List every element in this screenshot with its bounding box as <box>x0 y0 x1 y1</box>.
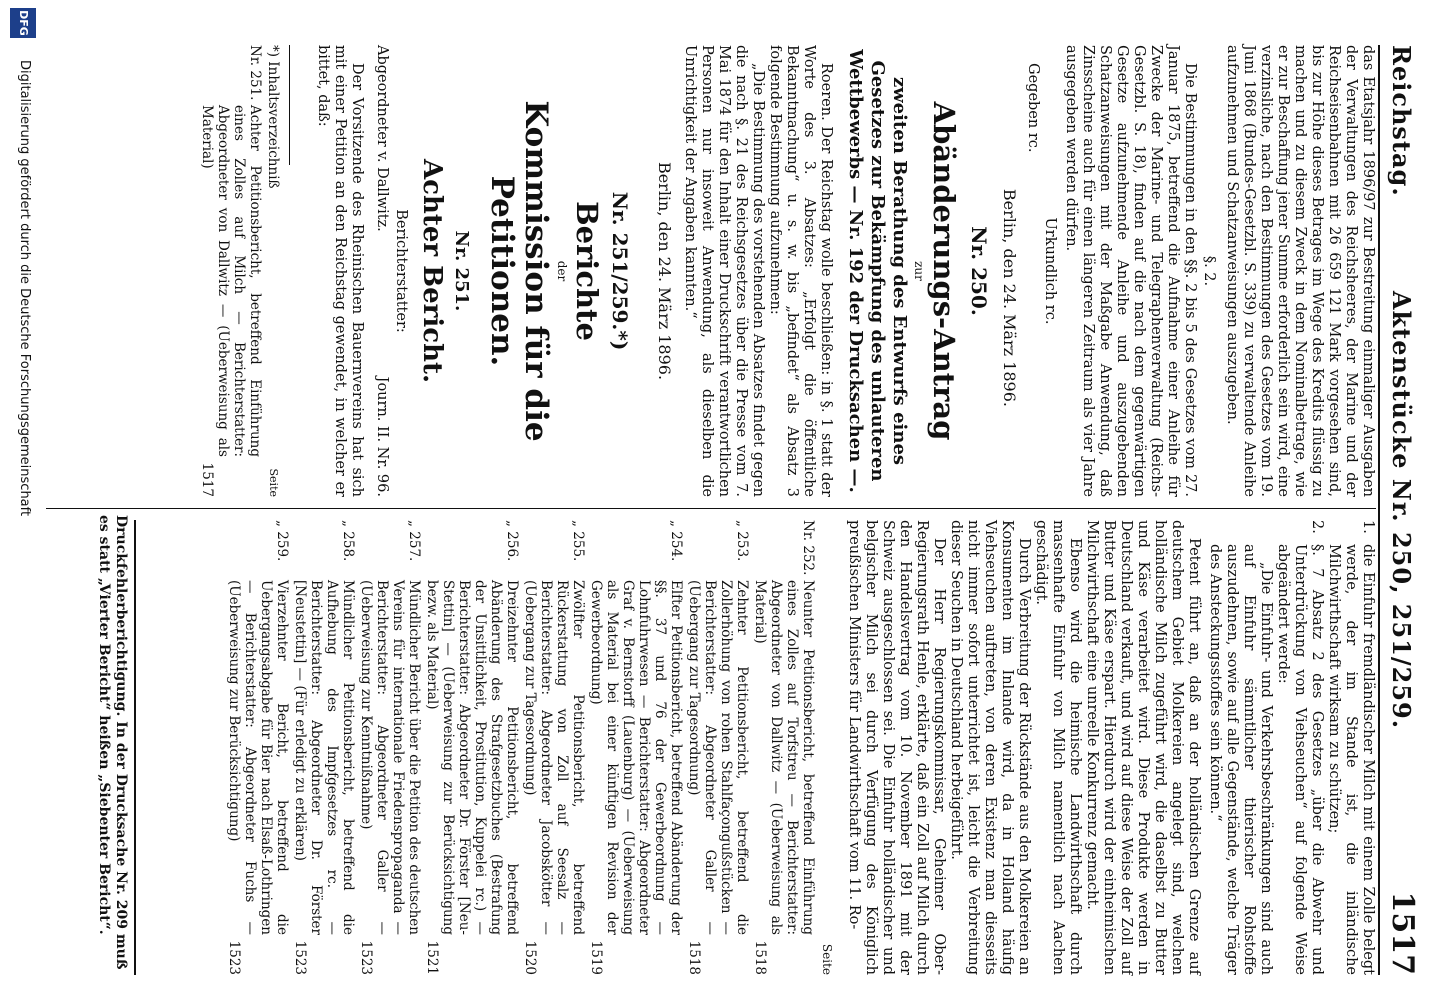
section-title: Berichte <box>570 201 604 341</box>
toc-number: Nr. 252. <box>800 520 816 576</box>
toc-text: Zehnter Petitionsbericht, betreffend die Zollerhöhung von rohen Stahlfaçongußstücken — Berichterstatter: Abgeordneter Galler — (Uebergang zur Tagesordnung) <box>686 580 750 935</box>
credit-text: Digitalisierung gefördert durch die Deutsche Forschungsgemeinschaft <box>17 60 32 517</box>
toc-row <box>292 520 356 975</box>
header-title: Aktenstücke Nr. 250, 251/259. <box>1387 290 1416 730</box>
erratum: Druckfehlerberichtigung. In der Drucksache Nr. 209 muß es statt „Vierter Bericht“ heißen „Siebenter Bericht“. <box>96 515 129 970</box>
page-number: 1517 <box>1385 891 1420 975</box>
document-number: Nr. 251/259.*) <box>608 191 632 351</box>
toc-row <box>522 520 586 975</box>
toc-number: „ 255. <box>570 520 586 562</box>
motion-text: Roeren. Der Reichstag wolle beschließen: in §. 1 statt der Worte des 3. Absatzes: „Erfolgt die öffentliche Bekanntmachung“ u. s. w. bis „befindet“ als Absatz 3 folgende Bestimmung aufzunehmen: <box>767 45 834 497</box>
journal-number: Journ. II. Nr. 96. <box>374 376 390 497</box>
list-item <box>1274 520 1325 975</box>
toc-text: Mündlicher Petitionsbericht, betreffend die Aufhebung des Impfgesetzes rc. — Berichterstatter: Abgeordneter Dr. Förster [Neustettin] — (Für erledigt zu erklären) <box>292 580 356 935</box>
report-title: Achter Bericht. <box>417 158 447 384</box>
document-number: Nr. 250. <box>967 226 991 316</box>
closing-line: Gegeben rc. <box>1025 63 1041 153</box>
toc-row <box>588 520 684 975</box>
erratum-rule <box>134 520 136 975</box>
document-title: Abänderungs-Antrag <box>927 101 961 441</box>
item-number: 2. <box>1309 520 1325 534</box>
footnote-nr: Nr. 251. <box>247 45 263 101</box>
column-divider <box>46 508 1376 509</box>
footnote-title: *) Inhaltsverzeichniß <box>265 45 281 189</box>
toc-text: Zwölfter Petitionsbericht, betreffend Rückerstattung von Zoll auf Seesalz — Berichterstatter: Abgeordneter Jacobskötter — (Uebergang zur Tagesordnung) <box>522 580 586 935</box>
toc-number: „ 256. <box>504 520 520 562</box>
toc-text: Elfter Petitionsbericht, betreffend Abänderung der §§. 37 und 76 der Gewerbeordnung — Lohnfuhrwesen — Berichterstatter: Abgeordneter Graf v. Bernstorff (Lauenburg) — (Ueberweisung als Material bei einer künftigen Revision der Gewerbeordnung) <box>588 580 684 935</box>
toc-page: 1519 <box>588 940 604 975</box>
toc-row <box>686 520 750 975</box>
list-item <box>1325 520 1376 975</box>
paragraph: Durch Verbreitung der Rückstände aus den Molkereien an Konsumenten im Inlande wird, da in Holland häufig Viehseuchen auftreten, von deren Existenz man diesseits nicht immer sofort unterrichtet ist, leicht die Verbreitung dieser Seuchen in Deutschland herbeigeführt. <box>948 520 1032 975</box>
footnote-seite: Seite <box>267 468 280 497</box>
toc-seite: Seite <box>820 943 834 975</box>
toc-row <box>752 520 816 975</box>
paragraph: Der Vorsitzende des Rheinischen Bauernvereins hat sich mit einer Petition an den Reichstag gewendet, in welcher er bittet, daß: <box>315 45 365 497</box>
digitization-credit <box>6 0 40 1000</box>
toc-page: 1521 <box>424 940 440 975</box>
toc-number: „ 253. <box>734 520 750 562</box>
footnote-page: 1517 <box>199 462 215 497</box>
paragraph: Petent führt an, daß an der holländischen Grenze auf deutschem Gebiet Molkereien angelegt sind, welchen holländische Milch zugeführt wird, die daselbst zu Butter und Käse verarbeitet wird. Diese Produkte werden in Deutschland verkauft, und wird auf diese Weise der Zoll auf Butter und Käse erspart. Hierdurch wird der einheimischen Milchwirthschaft eine unreelle Konkurrenz gemacht. <box>1084 520 1202 975</box>
date-line: Berlin, den 24. März 1896. <box>1000 188 1019 407</box>
header-rule <box>1378 45 1380 975</box>
toc-row <box>226 520 290 975</box>
item-number: 1. <box>1360 520 1376 534</box>
footnote <box>199 45 281 497</box>
connector-word: zur <box>912 261 926 281</box>
right-column <box>226 520 1376 975</box>
toc-page: 1523 <box>358 940 374 975</box>
toc-text: Dreizehnter Petitionsbericht, betreffend Abänderung des Strafgesetzbuches (Bestrafung der Unsittlichkeit, Prostitution, Kuppelei rc.) — Berichterstatter: Abgeordneter Dr. Förster [Neu-Stettin] — (Ueberweisung zur Berücksichtigung bezw. als Material) <box>424 580 520 935</box>
toc-row <box>424 520 520 975</box>
footnote-text: Achter Petitionsbericht, betreffend Einführung eines Zolles auf Milch — Berichterstatter: Abgeordneter von Dallwitz — (Ueberweisung als Material) <box>199 105 263 457</box>
date-line: Berlin, den 24. März 1896. <box>655 161 674 381</box>
item-text: die Einfuhr fremdländischer Milch mit einem Zolle belegt werde, der im Stande ist, die inländische Milchwirthschaft wirksam zu schützen; <box>1326 544 1376 975</box>
toc-page: 1518 <box>752 940 768 975</box>
document-subtitle: zweiten Berathung des Entwurfs eines Gesetzes zur Bekämpfung des unlauteren Wettbewerbs — Nr. 192 der Drucksachen —. <box>845 49 910 493</box>
toc-text: Vierzehnter Bericht, betreffend die Uebergangsabgabe für Bier nach Elsaß-Lothringen — Berichterstatter: Abgeordneter Fuchs — (Ueberweisung zur Berücksichtigung) <box>226 580 290 935</box>
toc-page: 1523 <box>292 940 308 975</box>
closing-line: Urkundlich rc. <box>1042 217 1058 325</box>
paragraph: Die Bestimmungen in den §§. 2 bis 5 des Gesetzes vom 27. Januar 1875, betreffend die Aufnahme einer Anleihe für Zwecke der Marine- und Telegraphenverwaltung (Reichs-Gesetzbl. S. 18), finden auf die nach dem gegenwärtigen Gesetze aufzunehmende Anleihe und auszugebenden Schatzanweisungen mit der Maßgabe Anwendung, daß Zinsscheine auch für einen längeren Zeitraum als vier Jahre ausgegeben werden dürfen. <box>1063 45 1198 497</box>
document-number: Nr. 251. <box>451 230 472 312</box>
dfg-logo: DFG <box>10 8 36 38</box>
page-header <box>1382 45 1422 975</box>
toc-number: „ 257. <box>406 520 422 562</box>
paragraph: Ebenso wird die heimische Landwirthschaft durch massenhafte Einfuhr von Milch namentlich nach Aachen geschädigt. <box>1033 520 1083 975</box>
reporter-label: Berichterstatter: <box>393 209 409 333</box>
toc-page: 1523 <box>226 940 242 975</box>
paragraph: Der Herr Regierungskommissar, Geheimer Ober-Regierungsrath Henle, erklärte, daß ein Zoll auf Milch durch den Handelsvertrag vom 10. November 1891 mit der Schweiz ausgeschlossen sei. Die Einfuhr holländischer und belgischer Milch sei durch Verfügung des Königlich preußischen Ministers für Landwirthschaft vom 11. Ro- <box>846 520 947 975</box>
reporter-name: Abgeordneter v. Dallwitz. <box>374 45 390 232</box>
toc-number: „ 254. <box>668 520 684 562</box>
connector-word: der <box>555 260 569 282</box>
commission-title: Kommission für die Petitionen. <box>484 100 554 442</box>
section-heading: §. 2. <box>1201 255 1217 287</box>
toc-number: „ 258. <box>340 520 356 562</box>
toc-row <box>358 520 422 975</box>
toc-text: Neunter Petitionsbericht, betreffend Einführung eines Zolles auf Torfstreu — Berichterstatter: Abgeordneter von Dallwitz — (Ueberweisung als Material) <box>752 580 816 935</box>
table-of-contents <box>226 520 816 975</box>
quoted-provision: „Die Bestimmung des vorstehenden Absatzes findet gegen die nach §. 21 des Reichsgesetzes über die Presse vom 7. Mai 1874 für den Inhalt einer Druckschrift verantwortlichen Personen nur insoweit Anwendung, als dieselben die Unrichtigkeit der Angaben kannten.“ <box>682 45 766 497</box>
petition-requests <box>1274 520 1376 975</box>
toc-number: „ 259. <box>274 520 290 562</box>
paragraph: das Etatsjahr 1896/97 zur Bestreitung einmaliger Ausgaben der Verwaltungen des Reichsheeres, der Marine und der Reichseisenbahnen mit 26 659 121 Mark vorgesehen sind, bis zur Höhe dieses Betrages im Wege des Kredits flüssig zu machen und zu diesem Zweck in dem Nominalbetrage, wie er zur Beschaffung jener Summe erforderlich sein wird, eine verzinsliche, nach den Bestimmungen des Gesetzes vom 19. Juni 1868 (Bundes-Gesetzbl. S. 339) zu verwaltende Anleihe aufzunehmen und Schatzanweisungen auszugeben. <box>1224 45 1376 497</box>
toc-text: Mündlicher Bericht über die Petition des deutschen Vereins für internationale Friedenspropaganda — Berichterstatter: Abgeordneter Galler — (Ueberweisung zur Kenntnißnahme) <box>358 580 422 935</box>
toc-page: 1520 <box>522 940 538 975</box>
footnote-rule <box>289 45 290 165</box>
left-column <box>199 45 1376 497</box>
quoted-provision: „Die Einfuhr- und Verkehrsbeschränkungen sind auch auf Einfuhr sämmtlicher thierischer Rohstoffe auszudehnen, sowie auf alle Gegenstände, welche Träger des Ansteckungsstoffes sein können.“ <box>1207 544 1274 975</box>
header-left: Reichstag. <box>1387 45 1416 197</box>
item-text: §. 7 Absatz 2 des Gesetzes „über die Abwehr und Unterdrückung von Viehseuchen“ auf folgende Weise abgeändert werde: <box>1275 544 1325 975</box>
toc-page: 1518 <box>686 940 702 975</box>
